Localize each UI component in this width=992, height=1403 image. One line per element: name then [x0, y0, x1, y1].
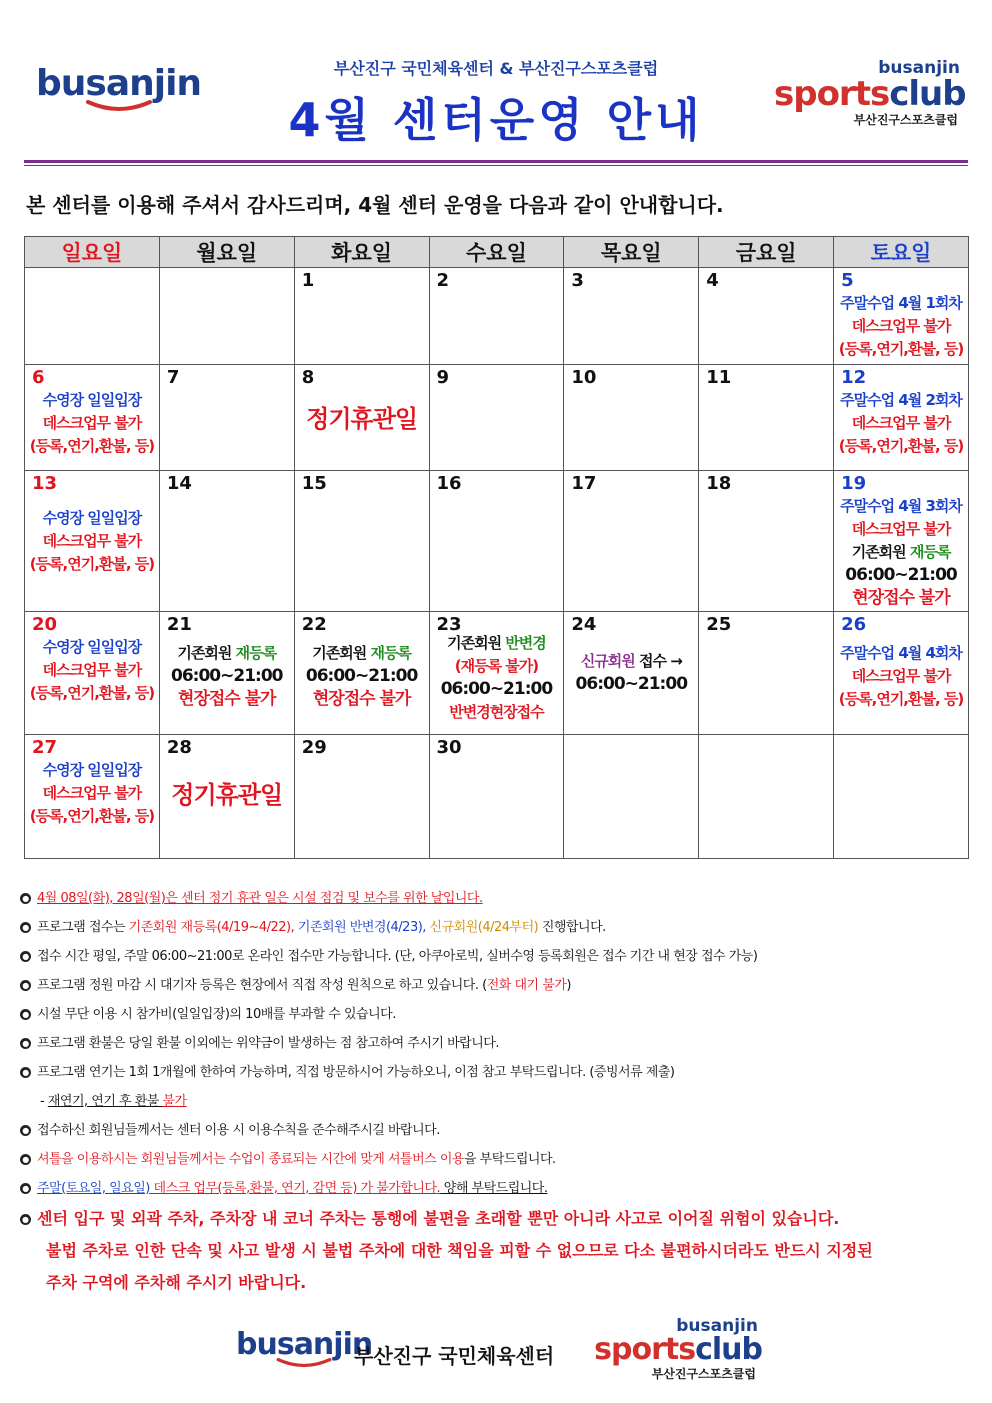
re-registration-label: 재등록 — [370, 644, 411, 662]
existing-member-label: 기존회원 — [447, 634, 506, 652]
calendar-header-row — [25, 237, 969, 268]
re-registration-text — [160, 642, 294, 665]
busanjin-logo-text: busanjin — [36, 63, 202, 104]
day-cell — [159, 471, 294, 612]
notice-text: 시설 무단 이용 시 참가비(일일입장)의 10배를 부과할 수 있습니다. — [37, 1007, 396, 1022]
day-event — [834, 292, 968, 361]
day-number: 9 — [436, 367, 450, 388]
notice-weekend: 주말(토요일, 일요일) — [37, 1181, 150, 1196]
day-number: 25 — [706, 614, 732, 635]
day-number: 2 — [436, 270, 450, 291]
day-cell — [699, 268, 834, 365]
footer-sports-club-logo — [572, 1318, 762, 1382]
footer-logo-text: busanjin — [236, 1327, 373, 1362]
day-cell — [25, 735, 160, 859]
re-registration-text — [834, 541, 968, 564]
day-number: 19 — [841, 473, 867, 494]
class-change-text — [430, 632, 564, 655]
desk-closed-detail: (등록,연기,환불, 등) — [29, 437, 155, 455]
notice-text: 재연기, 연기 후 환불 — [47, 1094, 163, 1109]
day-cell — [159, 612, 294, 735]
re-registration-label: 재등록 — [909, 543, 951, 561]
pool-daily-entry-text: 수영장 일일입장 — [42, 761, 142, 779]
notice-text: 을 부탁드립니다. — [463, 1152, 556, 1167]
calendar-table — [24, 236, 969, 859]
registration-time: 06:00~21:00 — [305, 666, 418, 686]
day-number: 18 — [706, 473, 732, 494]
header-subtitle: 부산진구 국민체육센터 & 부산진구스포츠클럽 — [333, 59, 659, 78]
sports-club-logo-ko: 부산진구스포츠클럽 — [853, 113, 958, 127]
class-change-note: (재등록 불가) — [454, 657, 539, 675]
notice-text: 프로그램 정원 마감 시 대기자 등록은 현장에서 직접 작성 원칙으로 하고 있습니다. ( — [37, 978, 487, 993]
bullet-icon: ● — [20, 1183, 31, 1194]
bullet-icon: ● — [20, 1038, 31, 1049]
day-cell — [564, 612, 699, 735]
day-event — [430, 632, 564, 724]
footer-sc-main-2: club — [695, 1332, 762, 1367]
weekday-header-saturday: 토요일 — [834, 237, 969, 268]
re-registration-label: 재등록 — [235, 644, 277, 662]
bullet-icon: ● — [20, 980, 31, 991]
day-cell — [699, 365, 834, 471]
footer-sc-ko: 부산진구스포츠클럽 — [651, 1367, 756, 1381]
day-cell — [159, 735, 294, 859]
day-cell — [564, 365, 699, 471]
day-event — [25, 507, 159, 576]
page-title: 4월 센터운영 안내 — [288, 93, 704, 147]
day-number: 17 — [571, 473, 597, 494]
weekend-class-text: 주말수업 4월 2회차 — [840, 391, 962, 409]
notice-item — [20, 1174, 980, 1203]
desk-closed-text: 데스크업무 불가 — [42, 414, 142, 432]
day-cell — [294, 365, 429, 471]
day-number: 30 — [436, 737, 462, 758]
day-event — [834, 495, 968, 610]
day-event — [25, 759, 159, 828]
weekday-header-monday: 월요일 — [159, 237, 294, 268]
bullet-icon: ● — [20, 951, 31, 962]
weekday-header-wednesday: 수요일 — [429, 237, 564, 268]
notice-parking-2: 불법 주차로 인한 단속 및 사고 발생 시 불법 주차에 대한 책임을 피할 수 없으므로 다소 불편하시더라도 반드시 지정된 — [46, 1241, 873, 1260]
calendar-week-row — [25, 471, 969, 612]
day-number: 13 — [32, 473, 58, 494]
notice-item — [20, 1145, 980, 1174]
notice-text: 프로그램 연기는 1회 1개월에 한하여 가능하며, 직접 방문하시어 가능하오니, 이점 참고 부탁드립니다. (증빙서류 제출) — [37, 1065, 675, 1080]
footer-sc-small: busanjin — [676, 1316, 758, 1336]
notice-item — [20, 1058, 980, 1087]
day-cell — [294, 471, 429, 612]
onsite-not-available: 현장접수 불가 — [178, 689, 276, 709]
day-number: 4 — [706, 270, 719, 291]
footer-sc-main-1: sports — [594, 1332, 696, 1367]
notice-text: - — [40, 1094, 48, 1109]
desk-closed-detail: (등록,연기,환불, 등) — [838, 437, 964, 455]
notice-parking-3: 주차 구역에 주차해 주시기 바랍니다. — [46, 1273, 307, 1292]
desk-closed-text: 데스크업무 불가 — [42, 784, 142, 802]
desk-closed-detail: (등록,연기,환불, 등) — [29, 684, 155, 702]
new-member-label: 신규회원 — [580, 652, 635, 670]
existing-member-label: 기존회원 — [312, 644, 371, 662]
bullet-icon: ● — [20, 922, 31, 933]
footer-busanjin-logo — [236, 1327, 373, 1368]
day-cell — [429, 735, 564, 859]
holiday-label: 정기휴관일 — [306, 405, 418, 433]
day-cell — [25, 471, 160, 612]
pool-daily-entry-text: 수영장 일일입장 — [42, 638, 142, 656]
day-cell — [834, 268, 969, 365]
day-number: 20 — [32, 614, 58, 635]
bullet-icon: ● — [20, 1125, 31, 1136]
notice-item — [20, 913, 980, 942]
day-cell — [834, 471, 969, 612]
day-number: 16 — [436, 473, 462, 494]
notice-sub-item — [20, 1087, 980, 1116]
notice-item — [20, 884, 980, 913]
day-cell — [25, 365, 160, 471]
day-cell — [834, 735, 969, 859]
calendar-week-row — [25, 612, 969, 735]
day-number: 3 — [571, 270, 584, 291]
notice-item-parking — [20, 1235, 980, 1267]
holiday-label: 정기휴관일 — [171, 781, 283, 809]
notice-item — [20, 1000, 980, 1029]
day-cell — [699, 612, 834, 735]
new-member-text — [564, 650, 698, 673]
day-cell — [294, 612, 429, 735]
bullet-icon: ● — [20, 1154, 31, 1165]
notice-item-parking — [20, 1267, 980, 1299]
registration-time: 06:00~21:00 — [575, 674, 688, 694]
notice-class-change: 기존회원 반변경(4/23), — [297, 920, 430, 935]
weekend-class-text: 주말수업 4월 1회차 — [840, 294, 962, 312]
notice-item — [20, 1029, 980, 1058]
class-change-onsite: 반변경현장접수 — [449, 703, 544, 721]
notice-holiday: 4월 08일(화), 28일(월)은 센터 정기 휴관 일은 시설 점검 및 보수를 위한 날입니다. — [37, 891, 483, 906]
day-number: 6 — [32, 367, 45, 388]
notice-item — [20, 1116, 980, 1145]
notice-new-member: 신규회원(4/24부터) — [429, 920, 539, 935]
notice-list — [20, 884, 980, 1299]
notice-text: 접수 시간 평일, 주말 06:00~21:00로 온라인 접수만 가능합니다. (단, 아쿠아로빅, 실버수영 등록회원은 접수 기간 내 현장 접수 가능) — [37, 949, 758, 964]
day-event — [25, 389, 159, 458]
header-divider — [24, 160, 968, 163]
day-number: 23 — [436, 614, 462, 635]
day-event — [25, 636, 159, 705]
weekday-header-tuesday: 화요일 — [294, 237, 429, 268]
header-divider-thin — [24, 165, 968, 166]
day-cell — [429, 612, 564, 735]
day-cell — [834, 365, 969, 471]
calendar-week-row — [25, 735, 969, 859]
desk-closed-text: 데스크업무 불가 — [851, 317, 951, 335]
day-number: 10 — [571, 367, 597, 388]
desk-closed-text: 데스크업무 불가 — [851, 414, 951, 432]
day-cell — [834, 612, 969, 735]
day-cell — [294, 268, 429, 365]
desk-closed-detail: (등록,연기,환불, 등) — [29, 807, 155, 825]
weekend-class-text: 주말수업 4월 4회차 — [840, 644, 962, 662]
existing-member-label: 기존회원 — [177, 644, 236, 662]
day-cell — [429, 471, 564, 612]
pool-daily-entry-text: 수영장 일일입장 — [42, 509, 142, 527]
day-number: 29 — [301, 737, 327, 758]
weekday-header-sunday: 일요일 — [25, 237, 160, 268]
desk-closed-detail: (등록,연기,환불, 등) — [29, 555, 155, 573]
desk-closed-detail: (등록,연기,환불, 등) — [838, 690, 964, 708]
bullet-icon: ● — [20, 1009, 31, 1020]
registration-time: 06:00~21:00 — [845, 565, 957, 585]
day-number: 14 — [166, 473, 192, 494]
desk-closed-text: 데스크업무 불가 — [42, 661, 142, 679]
day-number: 26 — [841, 614, 867, 635]
day-event — [564, 650, 698, 696]
bullet-icon: ● — [20, 893, 31, 904]
registration-time: 06:00~21:00 — [440, 679, 553, 699]
footer-sc-main — [572, 1332, 762, 1367]
day-number: 27 — [32, 737, 58, 758]
day-number: 1 — [301, 270, 315, 291]
notice-text: 프로그램 접수는 — [37, 920, 129, 935]
day-number: 22 — [301, 614, 327, 635]
notice-desk-closed: 데스크 업무(등록,환불, 연기, 감면 등) 가 불가합니다. — [149, 1181, 441, 1196]
weekday-header-friday: 금요일 — [699, 237, 834, 268]
day-cell — [564, 268, 699, 365]
day-cell — [429, 268, 564, 365]
bullet-icon: ● — [20, 1067, 31, 1078]
desk-closed-text: 데스크업무 불가 — [851, 520, 951, 538]
re-registration-text — [295, 642, 429, 665]
day-event — [834, 642, 968, 711]
day-event — [160, 642, 294, 711]
day-cell — [564, 471, 699, 612]
sports-club-logo-main-1: sports — [774, 74, 890, 114]
day-number: 11 — [706, 367, 732, 388]
registration-time: 06:00~21:00 — [171, 666, 283, 686]
day-cell — [159, 365, 294, 471]
weekday-header-thursday: 목요일 — [564, 237, 699, 268]
day-cell — [25, 268, 160, 365]
bullet-icon: ● — [20, 1214, 31, 1225]
pool-daily-entry-text: 수영장 일일입장 — [42, 391, 142, 409]
sports-club-logo-main — [774, 74, 966, 114]
day-cell — [429, 365, 564, 471]
notice-item — [20, 942, 980, 971]
day-number: 21 — [166, 614, 192, 635]
notice-item — [20, 971, 980, 1000]
existing-member-label: 기존회원 — [851, 543, 910, 561]
day-number: 5 — [841, 270, 854, 291]
day-cell — [25, 612, 160, 735]
notice-re-registration: 기존회원 재등록(4/19~4/22), — [128, 920, 298, 935]
desk-closed-detail: (등록,연기,환불, 등) — [838, 340, 964, 358]
notice-text: ) — [566, 978, 571, 993]
day-number: 24 — [571, 614, 597, 635]
day-number: 12 — [841, 367, 867, 388]
day-number: 7 — [166, 367, 180, 388]
day-number: 28 — [166, 737, 192, 758]
sports-club-logo — [774, 60, 964, 128]
notice-text: 프로그램 환불은 당일 환불 이외에는 위약금이 발생하는 점 참고하여 주시기 바랍니다. — [37, 1036, 499, 1051]
notice-shuttle: 셔틀을 이용하시는 회원님들께서는 수업이 종료되는 시간에 맞게 셔틀버스 이용 — [37, 1152, 464, 1167]
onsite-not-available: 현장접수 불가 — [852, 588, 950, 608]
notice-text: 진행합니다. — [538, 920, 606, 935]
desk-closed-text: 데스크업무 불가 — [42, 532, 142, 550]
calendar-week-row — [25, 365, 969, 471]
calendar-week-row — [25, 268, 969, 365]
day-event — [295, 642, 429, 711]
notice-text: 양해 부탁드립니다. — [440, 1181, 548, 1196]
onsite-not-available: 현장접수 불가 — [312, 689, 411, 709]
day-cell — [294, 735, 429, 859]
day-number: 15 — [301, 473, 327, 494]
day-event — [834, 389, 968, 458]
notice-no-phone-waiting: 전화 대기 불가 — [486, 978, 567, 993]
day-cell — [699, 471, 834, 612]
sports-club-logo-main-2: club — [889, 74, 966, 114]
notice-text: 접수하신 회원님들께서는 센터 이용 시 이용수칙을 준수해주시길 바랍니다. — [37, 1123, 440, 1138]
footer-center-name: 부산진구 국민체육센터 — [354, 1344, 555, 1368]
weekend-class-text: 주말수업 4월 3회차 — [840, 497, 962, 515]
class-change-label: 반변경 — [505, 634, 546, 652]
day-cell — [159, 268, 294, 365]
desk-closed-text: 데스크업무 불가 — [851, 667, 951, 685]
new-member-action: 접수 → — [634, 652, 682, 670]
notice-item-parking — [20, 1203, 980, 1235]
day-cell — [699, 735, 834, 859]
day-cell — [564, 735, 699, 859]
intro-text: 본 센터를 이용해 주셔서 감사드리며, 4월 센터 운영을 다음과 같이 안내합니다. — [26, 193, 724, 217]
day-number: 8 — [301, 367, 315, 388]
notice-not-allowed: 불가 — [162, 1094, 187, 1109]
sports-club-logo-small: busanjin — [878, 58, 960, 78]
notice-parking-1: 센터 입구 및 외곽 주차, 주차장 내 코너 주차는 통행에 불편을 초래할 뿐만 아니라 사고로 이어질 위험이 있습니다. — [37, 1209, 840, 1228]
